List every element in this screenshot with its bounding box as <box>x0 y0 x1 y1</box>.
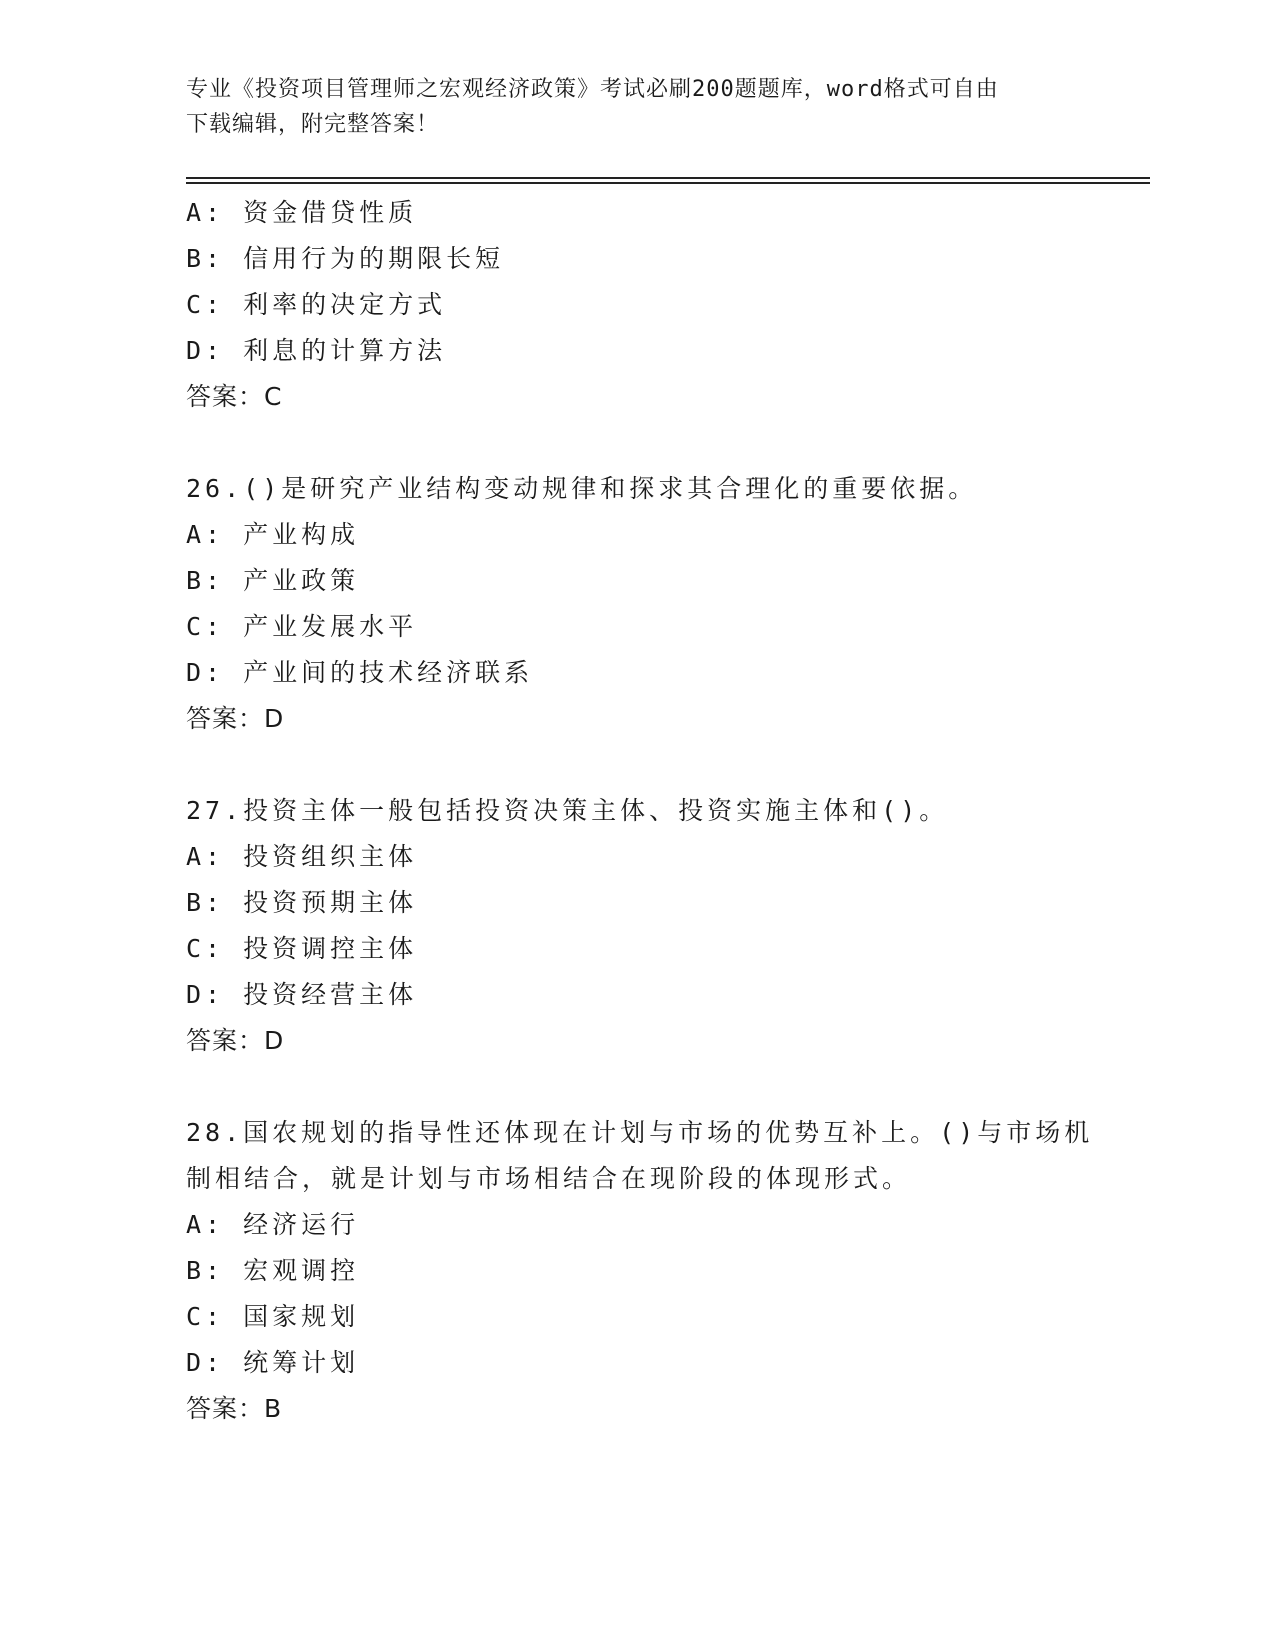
question-content <box>186 190 1094 1432</box>
header-line-1: 专业《投资项目管理师之宏观经济政策》考试必刷200题题库，word格式可自由 <box>186 77 999 102</box>
option-b: B: 宏观调控 <box>186 1256 360 1285</box>
question-stem-line-2: 制相结合，就是计划与市场相结合在现阶段的体现形式。 <box>186 1164 912 1193</box>
answer-line: 答案：D <box>186 1026 285 1055</box>
document-header <box>186 72 1066 142</box>
option-c: C: 国家规划 <box>186 1302 360 1331</box>
question-stem: 27.投资主体一般包括投资决策主体、投资实施主体和()。 <box>186 796 949 825</box>
question-26 <box>186 466 1086 742</box>
option-d: D: 利息的计算方法 <box>186 336 447 365</box>
spacer <box>186 1064 1086 1110</box>
option-c: C: 投资调控主体 <box>186 934 418 963</box>
option-b: B: 产业政策 <box>186 566 360 595</box>
question-28 <box>186 1110 1094 1432</box>
option-a: A: 经济运行 <box>186 1210 360 1239</box>
header-divider-top <box>186 177 1150 179</box>
answer-line: 答案：C <box>186 382 283 411</box>
header-line-2: 下载编辑，附完整答案！ <box>186 112 440 137</box>
option-d: D: 产业间的技术经济联系 <box>186 658 534 687</box>
question-27 <box>186 788 1086 1064</box>
spacer <box>186 742 1086 788</box>
question-stem: 26.()是研究产业结构变动规律和探求其合理化的重要依据。 <box>186 474 978 503</box>
option-b: B: 投资预期主体 <box>186 888 418 917</box>
header-divider-bottom <box>186 182 1150 184</box>
option-c: C: 利率的决定方式 <box>186 290 447 319</box>
option-a: A: 投资组织主体 <box>186 842 418 871</box>
question-25 <box>186 190 1086 420</box>
answer-line: 答案：D <box>186 704 285 733</box>
option-a: A: 资金借贷性质 <box>186 198 418 227</box>
answer-line: 答案：B <box>186 1394 283 1423</box>
spacer <box>186 420 1086 466</box>
option-a: A: 产业构成 <box>186 520 360 549</box>
option-c: C: 产业发展水平 <box>186 612 418 641</box>
option-b: B: 信用行为的期限长短 <box>186 244 505 273</box>
question-stem-line-1: 28.国农规划的指导性还体现在计划与市场的优势互补上。()与市场机 <box>186 1118 1094 1147</box>
option-d: D: 投资经营主体 <box>186 980 418 1009</box>
option-d: D: 统筹计划 <box>186 1348 360 1377</box>
